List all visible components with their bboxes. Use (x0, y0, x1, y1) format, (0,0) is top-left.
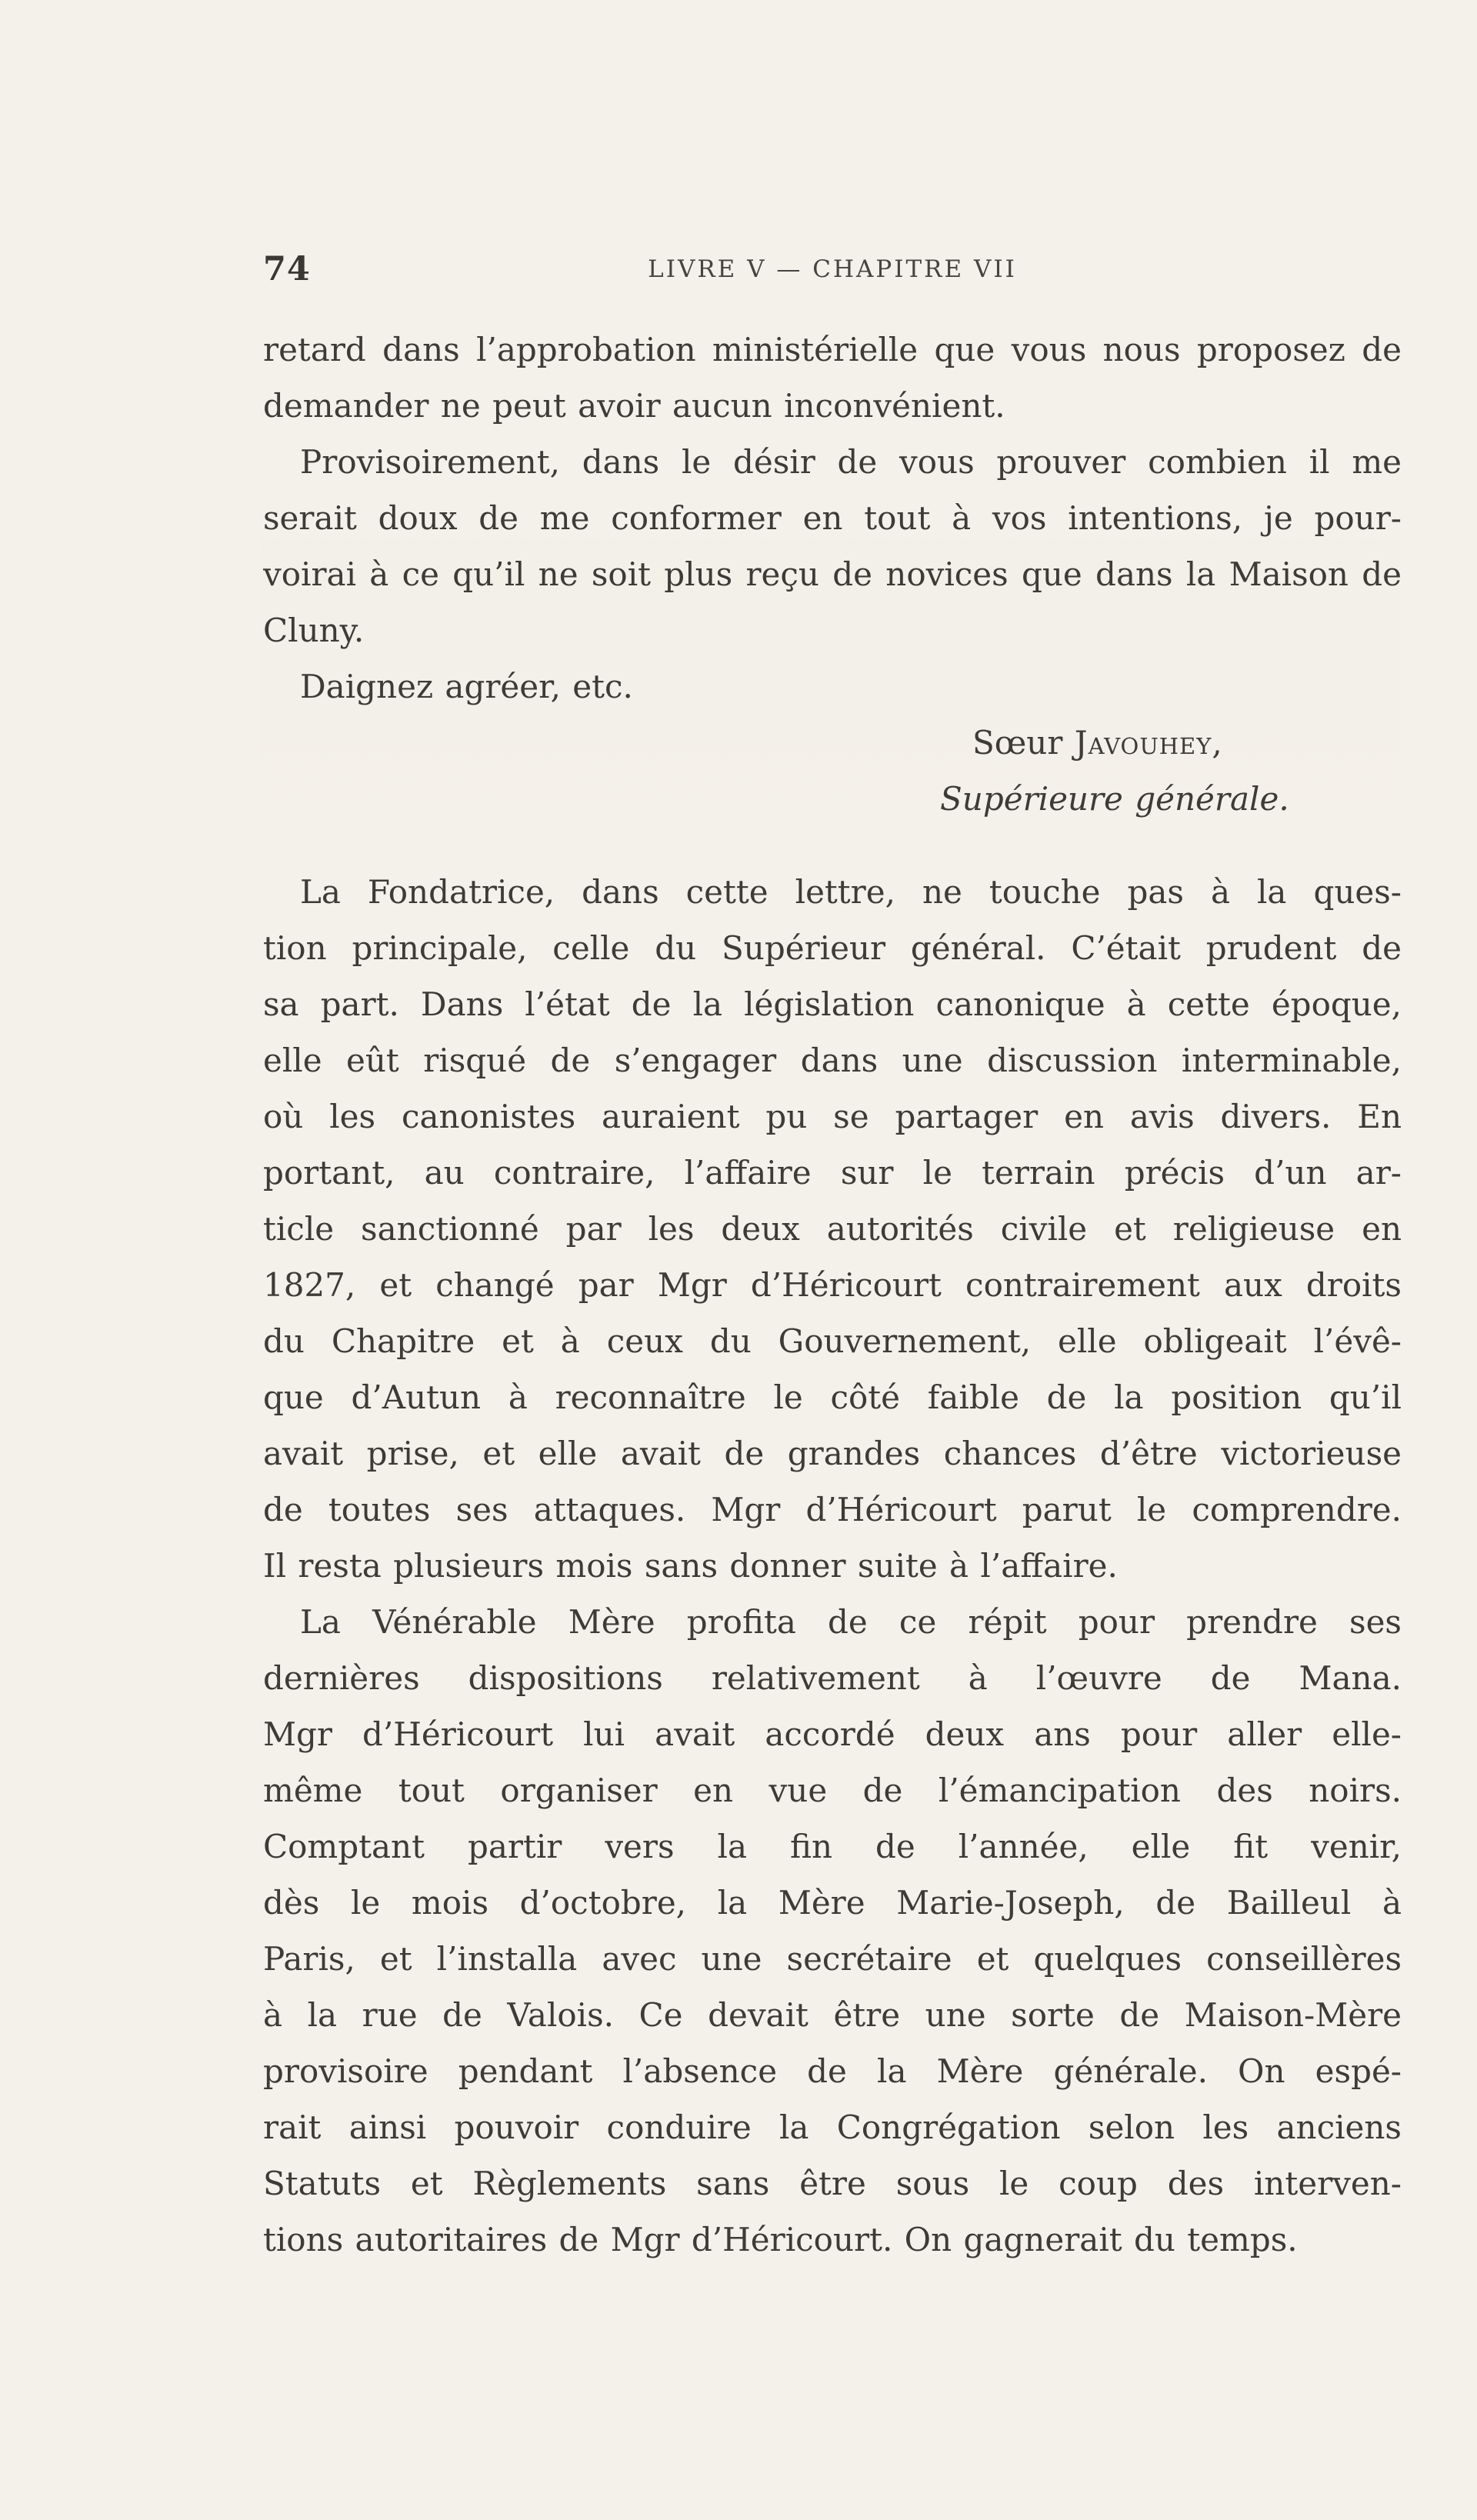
body-text (263, 322, 1402, 2268)
text-line: demander ne peut avoir aucun inconvénient. (263, 387, 1005, 425)
paragraph-gap (263, 827, 1402, 864)
text-line: même tout organiser en vue de l’émancipation des noirs. (263, 1772, 1402, 1809)
text-line: sa part. Dans l’état de la législation canonique à cette époque, (263, 985, 1402, 1023)
signature-prefix: Sœur (972, 724, 1075, 762)
text-line: que d’Autun à reconnaître le côté faible de la position qu’il (263, 1378, 1402, 1416)
text-line: rait ainsi pouvoir conduire la Congrégation selon les anciens (263, 2108, 1402, 2146)
text-line: Mgr d’Héricourt lui avait accordé deux ans pour aller elle- (263, 1715, 1402, 1753)
text-line: à la rue de Valois. Ce devait être une sorte de Maison-Mère (263, 1996, 1402, 2034)
text-line: portant, au contraire, l’affaire sur le terrain précis d’un ar- (263, 1154, 1402, 1192)
text-line: Daignez agréer, etc. (300, 668, 633, 705)
text-line: Comptant partir vers la fin de l’année, elle fit venir, (263, 1828, 1402, 1865)
text-line: voirai à ce qu’il ne soit plus reçu de novices que dans la Maison de (263, 555, 1402, 593)
text-line: Il resta plusieurs mois sans donner suite à l’affaire. (263, 1547, 1118, 1585)
text-line: serait doux de me conformer en tout à vos intentions, je pour- (263, 499, 1402, 537)
text-line: avait prise, et elle avait de grandes chances d’être victorieuse (263, 1435, 1402, 1472)
signature-title: Supérieure générale. (940, 780, 1289, 818)
text-line: Paris, et l’installa avec une secrétaire et quelques conseillères (263, 1940, 1402, 1978)
text-line: dès le mois d’octobre, la Mère Marie-Joseph, de Bailleul à (263, 1884, 1402, 1922)
text-line: provisoire pendant l’absence de la Mère générale. On espé- (263, 2052, 1402, 2090)
text-line: du Chapitre et à ceux du Gouvernement, elle obligeait l’évê- (263, 1322, 1402, 1360)
page-number: 74 (263, 250, 311, 288)
text-line: Provisoirement, dans le désir de vous prouver combien il me (300, 443, 1402, 481)
text-line: elle eût risqué de s’engager dans une discussion interminable, (263, 1042, 1402, 1079)
text-line: La Vénérable Mère profita de ce répit pour prendre ses (300, 1603, 1402, 1641)
text-line: retard dans l’approbation ministérielle que vous nous proposez de (263, 331, 1402, 368)
text-line: Statuts et Règlements sans être sous le coup des interven- (263, 2165, 1402, 2202)
signature-name (263, 715, 1402, 771)
text-line: La Fondatrice, dans cette lettre, ne touche pas à la ques- (300, 873, 1402, 911)
text-line: 1827, et changé par Mgr d’Héricourt contrairement aux droits (263, 1266, 1402, 1304)
text-line: Cluny. (263, 612, 365, 649)
text-line: tion principale, celle du Supérieur général. C’était prudent de (263, 929, 1402, 967)
text-line: où les canonistes auraient pu se partager en avis divers. En (263, 1098, 1402, 1135)
running-head: LIVRE V — CHAPITRE VII (648, 255, 1017, 283)
text-line: de toutes ses attaques. Mgr d’Héricourt parut le comprendre. (263, 1491, 1402, 1528)
text-line: ticle sanctionné par les deux autorités civile et religieuse en (263, 1210, 1402, 1248)
text-line: tions autoritaires de Mgr d’Héricourt. On gagnerait du temps. (263, 2221, 1298, 2258)
text-line: dernières dispositions relativement à l’œuvre de Mana. (263, 1659, 1402, 1697)
signature-surname: Javouhey, (1074, 724, 1223, 762)
page-header (263, 248, 1402, 291)
